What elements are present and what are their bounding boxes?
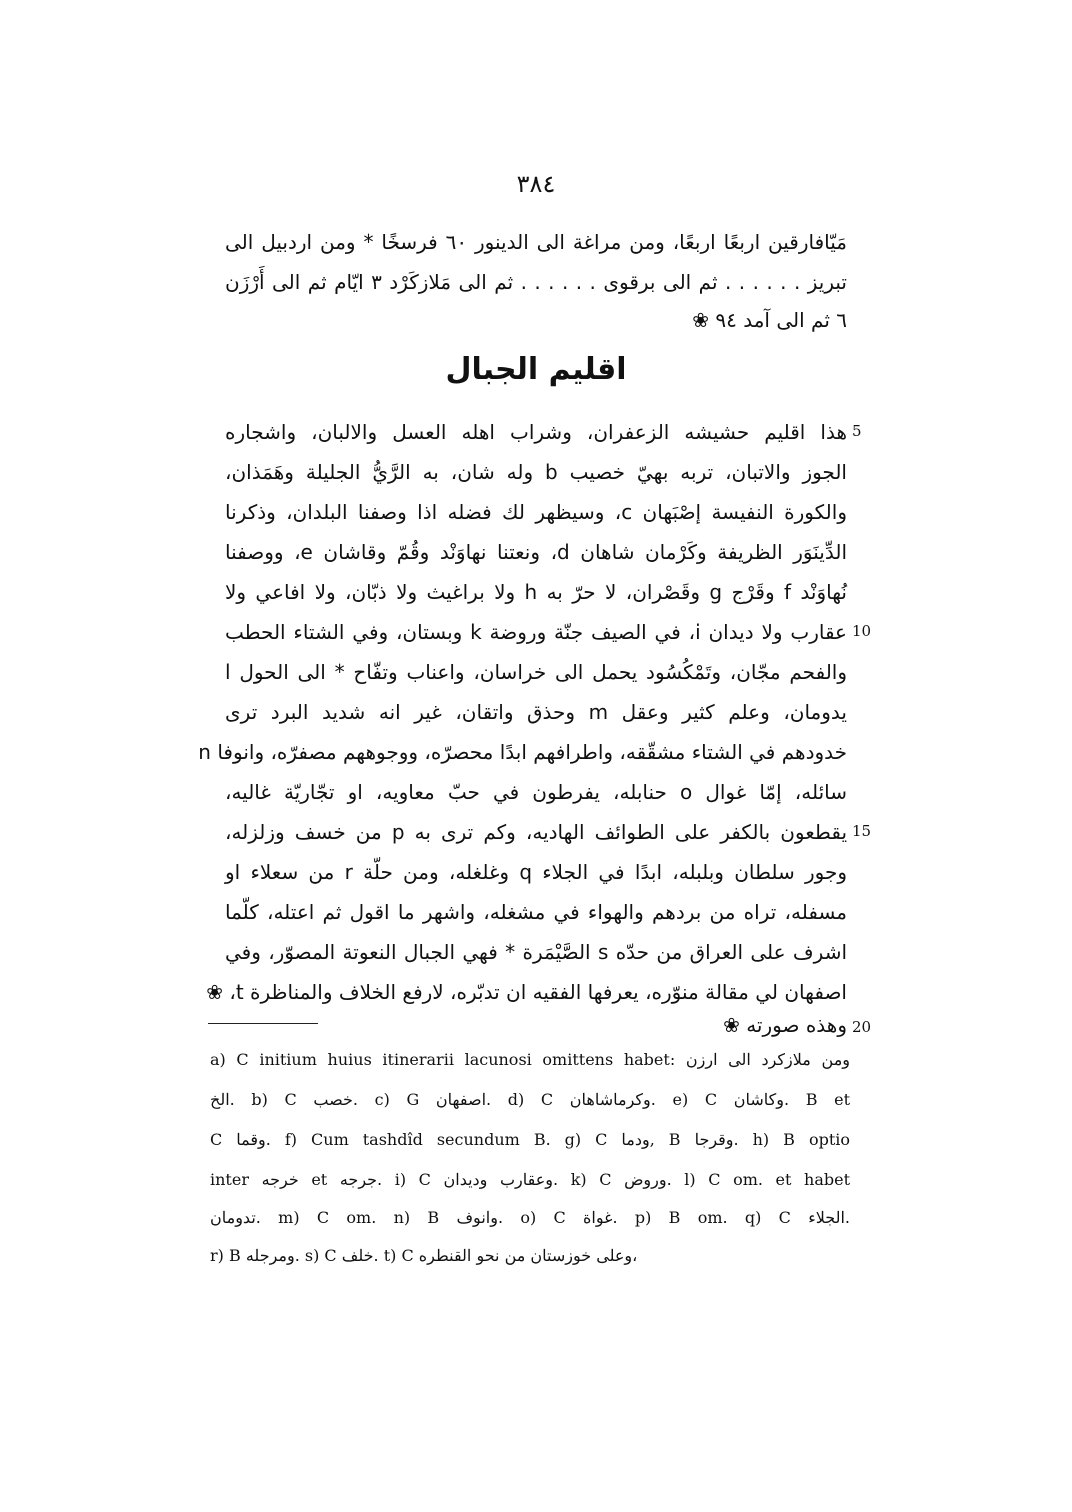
- footnote-line: تدومان. m) C om. n) B وانوف. o) C غواة. p) B om. q) C الجلاء.: [210, 1208, 850, 1227]
- body-line: هذا اقليم حشيشه الزعفران، وشراب اهله العسل والالبان، واشجاره: [225, 420, 847, 444]
- body-line: وجور سلطان وبلبله، ابدًا في الجلاء q وغلغله، ومن حلّة r من سعلاء او: [225, 860, 848, 884]
- body-line: الجوز والاتبان، تربه بهيّ خصيب b وله شان، به الرَّيُّ الجليلة وهَمَذان،: [225, 460, 847, 484]
- body-line: يدومان، وعلم كثير وعقل m وحذق واتقان، غير انه شديد البرد ترى: [225, 700, 847, 724]
- body-line: يقطعون بالكفر على الطوائف الهاديه، وكم ترى به p من خسف وزلزله،: [225, 820, 848, 844]
- line-number: 15: [852, 822, 872, 840]
- body-line: عقارب ولا ديدان i، في الصيف جنّة وروضة k وبستان، وفي الشتاء الحطب: [225, 620, 847, 644]
- line-number: 10: [852, 622, 872, 640]
- intro-line: ٦ ثم الى آمد ٩٤ ❀: [692, 308, 847, 332]
- body-line: خدودهم في الشتاء مشقّقه، واطرافهم ابدًا محصرّه، ووجوههم مصفرّه، وانوفا n: [198, 740, 847, 764]
- line-number: 20: [852, 1018, 872, 1036]
- intro-line: مَيّافارقين اربعًا اربعًا، ومن مراغة الى الدينور ٦٠ فرسخًا * ومن اردبيل الى: [225, 230, 847, 254]
- body-line: سائله، إمّا غوال o حنابله، يفرطون في حبّ معاويه، او تجّاريّة غاليه،: [225, 780, 848, 804]
- footnote-line: r) B ومرجله. s) C خلف. t) C وعلى خوزستان من نحو القنطره،: [210, 1246, 638, 1265]
- footnote-divider: [208, 1023, 318, 1024]
- footnote-line: الخ. b) C خصب. c) G اصفهان. d) C وكرماشاهان. e) C وكاشان. B et: [210, 1090, 851, 1109]
- body-line: مسفله، تراه من بردهم والهواء في مشغله، واشهر ما اقول ثم اعتله، كلّما: [225, 900, 847, 924]
- body-line: نُهاوَنْد f وقَرْج g وقَصْران، لا حرّ به h ولا براغيث ولا ذبّان، ولا افاعي ولا: [225, 580, 847, 604]
- body-line: والفحم مجّان، وتَمْكُسُود يحمل الى خراسان، واعناب وتفّاح * الى الحول l: [225, 660, 847, 684]
- body-line: اصفهان لي مقالة منوّره، يعرفها الفقيه ان تدبّره، لارفع الخلاف والمناظرة t، ❀: [206, 980, 847, 1004]
- body-line: اشرف على العراق من حدّه s الصَّيْمَرة * فهي الجبال النعوتة المصوّر، وفي: [225, 940, 848, 964]
- body-line: الدِّينَوَر الظريفة وكَرْمان شاهان d، ونعتنا نهاوَنْد وقُمّ وقاشان e، ووصفنا: [225, 540, 848, 564]
- footnote-line: inter خرجه et جرجه. i) C وعقارب وديدان. k) C وروض. l) C om. et habet: [210, 1170, 851, 1189]
- section-heading: اقليم الجبال: [445, 352, 627, 387]
- line-number: 5: [852, 422, 862, 440]
- body-line: والكورة النفيسة إصْبَهان c، وسيظهر لك فضله اذا وصفنا البلدان، وذكرنا: [225, 500, 847, 524]
- body-line: وهذه صورته ❀: [723, 1013, 847, 1037]
- page-number: ٣٨٤: [516, 170, 556, 198]
- intro-line: تبريز . . . . . . ثم الى برقوى . . . . . . ثم الى مَلازكَرْد ٣ ايّام ثم الى أَرْزَن: [225, 270, 847, 294]
- footnote-line: C وقما. f) Cum tashdîd secundum B. g) C ودما, B وقرجا. h) B optio: [210, 1130, 850, 1149]
- footnote-line: a) C initium huius itinerarii lacunosi omittens habet: ومن ملازكرد الى ارزن: [210, 1050, 850, 1069]
